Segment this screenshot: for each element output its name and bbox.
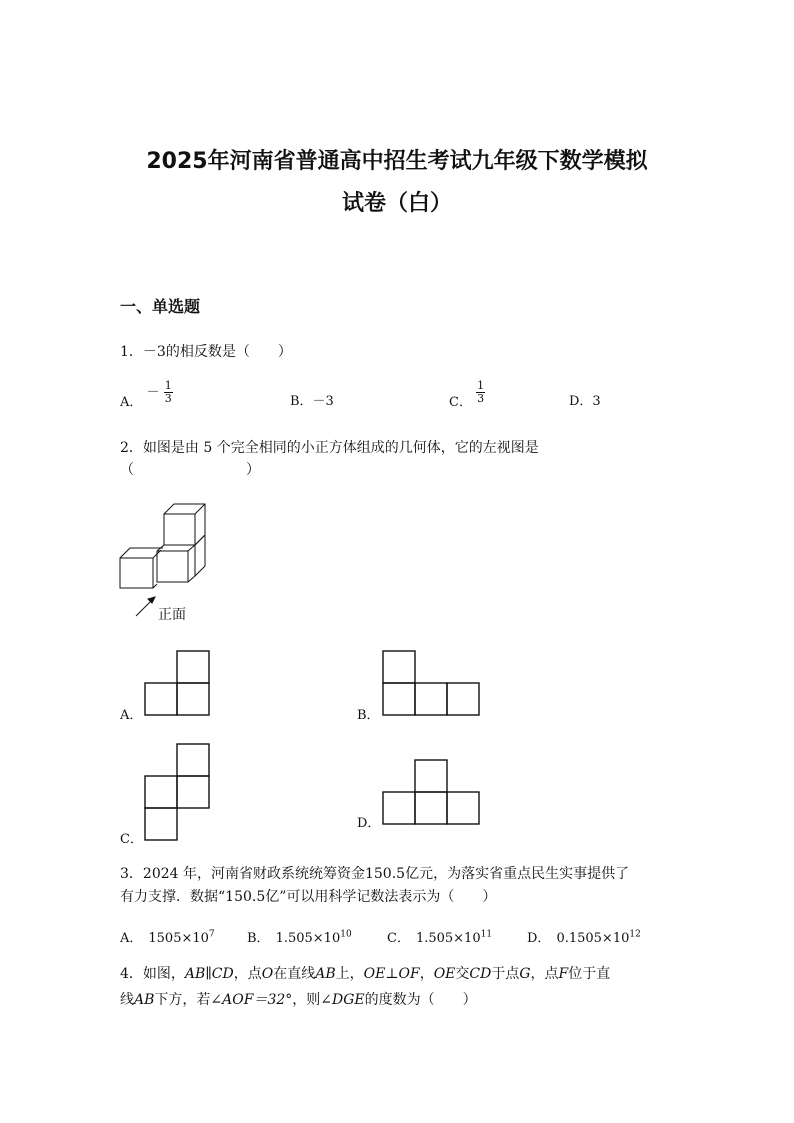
q4-text: 位于直 <box>568 966 611 982</box>
question-2-paren: （ ） <box>120 462 260 478</box>
q2-option-a: A． <box>120 708 143 723</box>
q4-text: 下方，若 <box>154 992 211 1008</box>
q3-option-d-base: 0.1505×10 <box>556 931 630 946</box>
q2-option-b-figure <box>382 650 482 718</box>
fraction-denominator: 3 <box>164 392 172 405</box>
q2-option-a-figure <box>144 650 212 718</box>
q3-option-a-label: A． <box>120 931 143 946</box>
q4-math: CD <box>469 966 492 982</box>
q1-option-a <box>120 379 173 410</box>
q4-text: 上， <box>335 966 364 982</box>
question-3-line2: 有力支撑．数据“150.5亿”可以用科学记数法表示为（ ） <box>120 889 497 905</box>
q1-option-a-fraction <box>164 380 173 405</box>
q4-math: ∠DGE <box>320 992 365 1008</box>
q4-math: F <box>558 966 569 982</box>
q4-math: OE⊥OF <box>363 966 420 982</box>
q1-option-a-label: A． <box>120 395 143 410</box>
page-title-line1: 2025年河南省普通高中招生考试九年级下数学模拟 <box>146 149 648 174</box>
q4-text: 在直线 <box>273 966 316 982</box>
q2-option-b: B． <box>357 708 380 723</box>
q1-option-a-sign: － <box>146 385 160 400</box>
fraction-denominator: 3 <box>477 392 485 405</box>
q1-option-c-label: C． <box>449 395 472 410</box>
fraction-numerator: 1 <box>164 379 172 392</box>
q1-option-c-fraction <box>476 380 485 405</box>
q4-math: AB∥CD <box>184 966 234 982</box>
page-title-line2: 试卷（白） <box>341 191 452 216</box>
q4-text: ， <box>419 966 434 982</box>
q3-option-b-exponent: 10 <box>340 929 352 940</box>
q3-option-c-base: 1.505×10 <box>415 931 481 946</box>
q4-text: ，点 <box>233 966 262 982</box>
q3-option-b-label: B． <box>247 931 270 946</box>
q4-math: O <box>261 966 274 982</box>
q3-option-a <box>120 927 215 946</box>
q4-text: ，则 <box>292 992 321 1008</box>
q3-option-c <box>387 927 492 946</box>
q4-text: ，点 <box>530 966 559 982</box>
q3-option-c-label: C． <box>387 931 410 946</box>
q4-text: 线 <box>120 992 134 1008</box>
fraction-numerator: 1 <box>477 379 485 392</box>
q4-text: 于点 <box>491 966 520 982</box>
q3-option-d <box>527 927 641 946</box>
q3-option-b <box>247 927 352 946</box>
section-heading: 一、单选题 <box>120 297 201 316</box>
q3-option-b-base: 1.505×10 <box>275 931 341 946</box>
q4-math: G <box>519 966 531 982</box>
question-4-line2 <box>120 988 477 1012</box>
q4-text: 的度数为（ ） <box>364 992 477 1008</box>
q2-option-d-figure <box>382 759 482 827</box>
q4-text: 4．如图， <box>120 966 185 982</box>
q3-option-a-base: 1505×10 <box>148 931 209 946</box>
q4-math: OE <box>433 966 456 982</box>
question-2-stem: 2．如图是由 5 个完全相同的小正方体组成的几何体，它的左视图是 <box>120 440 539 456</box>
q3-option-d-exponent: 12 <box>629 929 641 940</box>
q4-text: 交 <box>455 966 470 982</box>
q3-option-a-exponent: 7 <box>208 929 215 940</box>
q1-option-d: D．3 <box>569 394 601 409</box>
q2-option-d: D． <box>357 816 381 831</box>
q4-math: ∠AOF＝32° <box>210 992 293 1008</box>
front-view-label: 正面 <box>158 607 186 623</box>
q4-math: AB <box>315 966 336 982</box>
q3-option-c-exponent: 11 <box>480 929 493 940</box>
q1-option-b: B．－3 <box>290 394 334 409</box>
q2-option-c-figure <box>144 743 212 843</box>
q4-math: AB <box>134 992 155 1008</box>
question-4-line1 <box>120 962 610 986</box>
q3-option-d-label: D． <box>527 931 551 946</box>
q1-option-c <box>449 379 485 410</box>
q2-option-c: C． <box>120 832 143 847</box>
question-1-stem: 1．－3的相反数是（ ） <box>120 344 292 360</box>
question-3-line1: 3．2024 年，河南省财政系统统筹资金150.5亿元，为落实省重点民生实事提供了 <box>120 866 630 882</box>
